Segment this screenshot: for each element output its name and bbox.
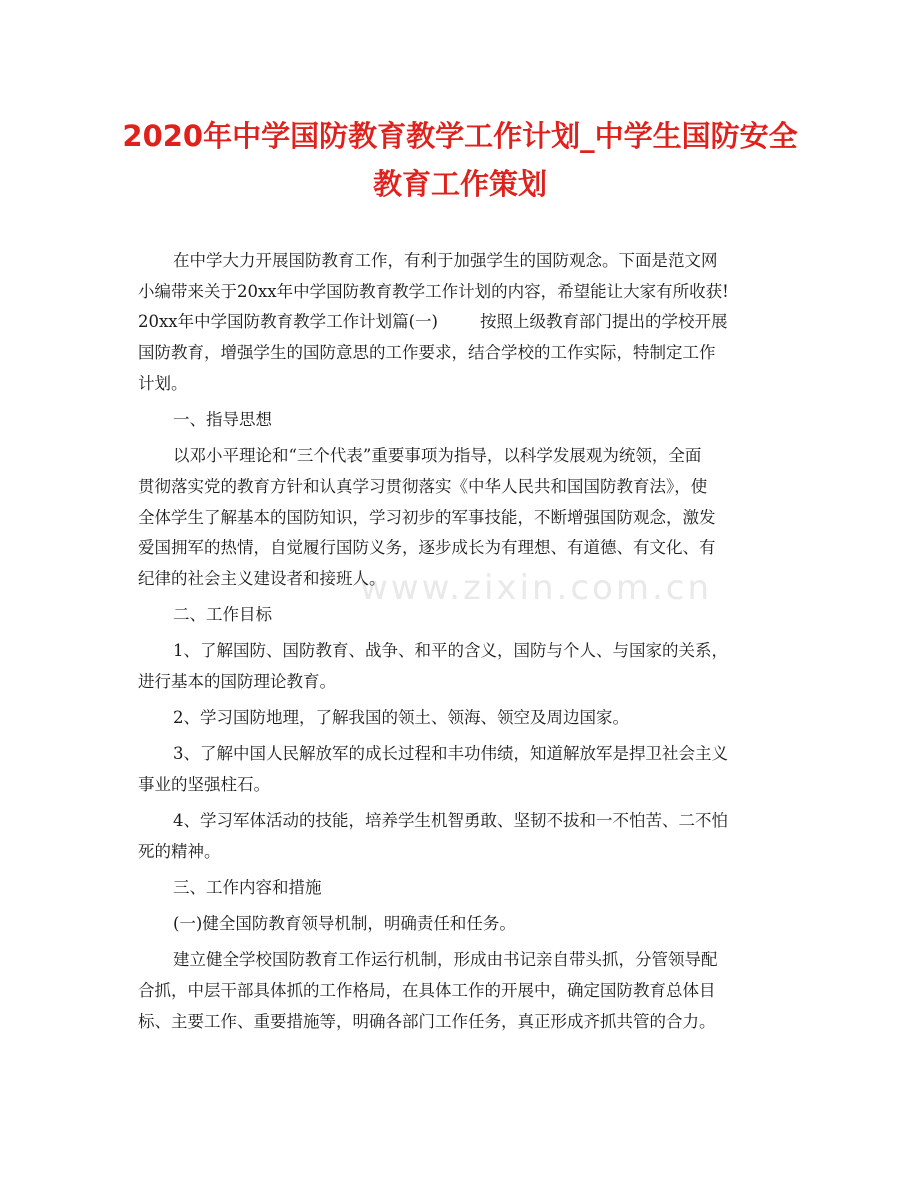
list-item: 2、学习国防地理，了解我国的领土、领海、领空及周边国家。 bbox=[173, 708, 629, 728]
section-heading: 二、工作目标 bbox=[173, 605, 272, 625]
section-heading: 一、指导思想 bbox=[173, 409, 272, 429]
paragraph-line: 20xx年中学国防教育教学工作计划篇(一) 按照上级教育部门提出的学校开展 bbox=[138, 312, 728, 332]
paragraph-line: 在中学大力开展国防教育工作，有利于加强学生的国防观念。下面是范文网 bbox=[173, 251, 718, 270]
list-item: 3、了解中国人民解放军的成长过程和丰功伟绩，知道解放军是捍卫社会主义 bbox=[173, 744, 728, 764]
watermark: www.zixin.com.cn bbox=[360, 568, 712, 608]
document-body bbox=[138, 246, 788, 1038]
paragraph-line: 国防教育，增强学生的国防意思的工作要求，结合学校的工作实际，特制定工作 bbox=[138, 343, 716, 363]
paragraph-line: 小编带来关于20xx年中学国防教育教学工作计划的内容，希望能让大家有所收获! bbox=[138, 281, 729, 301]
paragraph-line: 计划。 bbox=[138, 373, 188, 393]
list-item: 4、学习军体活动的技能，培养学生机智勇敢、坚韧不拔和一不怕苦、二不怕 bbox=[173, 811, 728, 831]
paragraph-line: 爱国拥军的热情，自觉履行国防义务，逐步成长为有理想、有道德、有文化、有 bbox=[138, 538, 716, 558]
paragraph-line: 合抓，中层干部具体抓的工作格局，在具体工作的开展中，确定国防教育总体目 bbox=[138, 981, 716, 1001]
title-line-1: 2020年中学国防教育教学工作计划_中学生国防安全 bbox=[122, 119, 798, 153]
list-item: 1、了解国防、国防教育、战争、和平的含义，国防与个人、与国家的关系， bbox=[173, 641, 728, 661]
list-item-continuation: 事业的坚强柱石。 bbox=[138, 775, 270, 794]
paragraph-line: 纪律的社会主义建设者和接班人。 bbox=[138, 568, 386, 588]
paragraph-line: 全体学生了解基本的国防知识，学习初步的军事技能，不断增强国防观念，激发 bbox=[138, 507, 716, 527]
paragraph-line: 标、主要工作、重要措施等，明确各部门工作任务，真正形成齐抓共管的合力。 bbox=[138, 1011, 716, 1031]
paragraph-line: 贯彻落实党的教育方针和认真学习贯彻落实《中华人民共和国国防教育法》，使 bbox=[138, 476, 708, 496]
list-item-continuation: 进行基本的国防理论教育。 bbox=[138, 671, 336, 691]
subsection-heading: (一)健全国防教育领导机制，明确责任和任务。 bbox=[173, 914, 516, 934]
list-item-continuation: 死的精神。 bbox=[138, 841, 221, 861]
document-title bbox=[120, 112, 800, 208]
paragraph-line: 建立健全学校国防教育工作运行机制，形成由书记亲自带头抓，分管领导配 bbox=[173, 950, 718, 970]
title-line-2: 教育工作策划 bbox=[372, 167, 547, 201]
paragraph-line: 以邓小平理论和“三个代表”重要事项为指导，以科学发展观为统领，全面 bbox=[173, 446, 702, 466]
section-heading: 三、工作内容和措施 bbox=[173, 878, 322, 898]
